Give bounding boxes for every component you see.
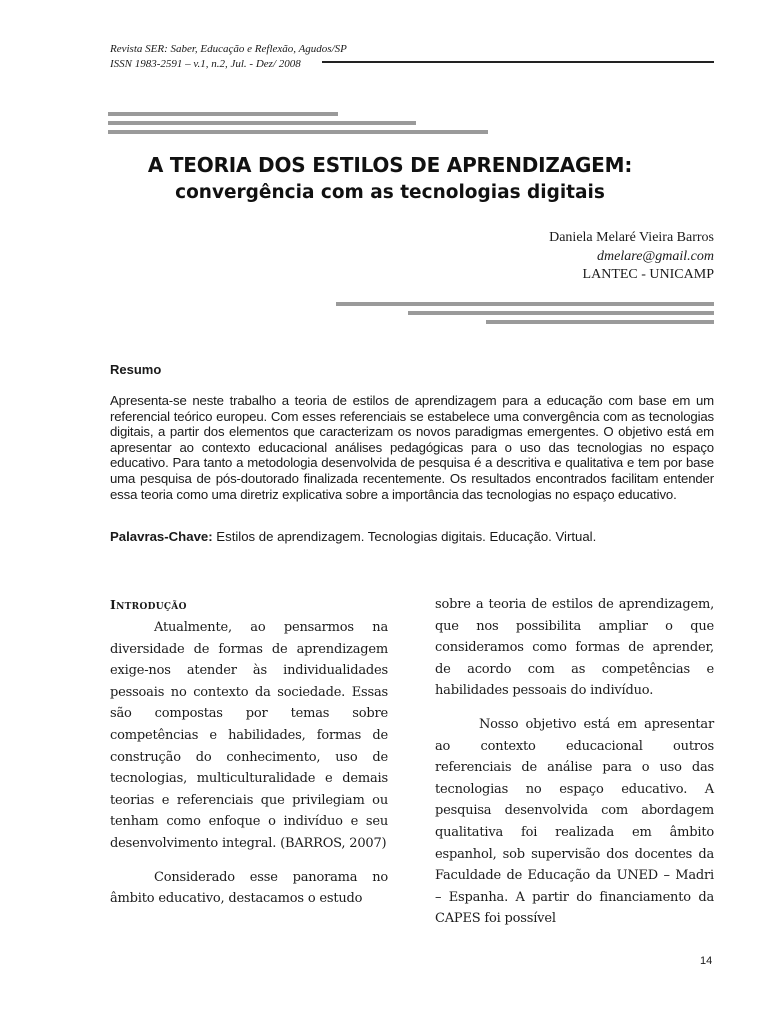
journal-issn: ISSN 1983-2591 – v.1, n.2, Jul. - Dez/ 2008 [110,58,301,70]
section-heading: Introdução [110,597,187,612]
page-number: 14 [700,955,713,967]
decorative-rule [108,112,338,116]
paragraph: Considerado esse panorama no âmbito educativo, destacamos o estudo [110,869,388,907]
decorative-rule [108,121,416,125]
decorative-rule [486,320,714,324]
paragraph: sobre a teoria de estilos de aprendizagem, que nos possibilita ampliar o que consideramos como formas de aprender, de acordo com as competências e habilidades pessoais do indivíduo. [435,597,714,699]
paragraph: Nosso objetivo está em apresentar ao contexto educacional outros referenciais de análise para o uso das tecnologias no espaço educativo. A pesquisa desenvolvida com abordagem qualitativa foi realizada em âmbito espanhol, sob supervisão dos docentes da Faculdade de Educação da UNED – Madri – Espanha. A partir do financiamento da CAPES foi possível [435,716,714,927]
keywords-text: Estilos de aprendizagem. Tecnologias digitais. Educação. Virtual. [212,529,597,544]
author-email: dmelare@gmail.com [597,249,714,264]
abstract-body: Apresenta-se neste trabalho a teoria de estilos de aprendizagem para a educação com base em um referencial teórico europeu. Com esses referenciais se estabelece uma convergência com as tecnologias digitais, a partir dos elementos que caracterizam os novos paradigmas emergentes. O objetivo está em apresentar ao contexto educacional análises pedagógicas para o uso das tecnologias no espaço educativo. Para tanto a metodologia desenvolvida de pesquisa é a descritiva e qualitativa e tem por base uma pesquisa de pós-doutorado finalizada recentemente. Os resultados encontrados facilitam entender essa teoria como uma diretriz explicativa sobre a importância das tecnologias no espaço educativo. [110,393,714,502]
abstract-heading: Resumo [110,362,162,377]
keywords-label: Palavras-Chave: [110,529,213,544]
author-institution: LANTEC - UNICAMP [582,267,714,282]
decorative-rule [108,130,488,134]
author-name: Daniela Melaré Vieira Barros [549,230,714,245]
keywords [110,529,714,544]
paragraph: Atualmente, ao pensarmos na diversidade de formas de aprendizagem exige-nos atender às individualidades pessoais no contexto da sociedade. Essas são compostas por temas sobre competências e habilidades, formas de construção do conhecimento, uso de tecnologias, multiculturalidade e demais teorias e referenciais que privilegiam ou tenham como enfoque o indivíduo e seu desenvolvimento integral. (BARROS, 2007) [110,620,388,851]
article-subtitle: convergência com as tecnologias digitais [175,182,605,203]
decorative-rule [408,311,714,315]
text-column-left [110,617,388,922]
text-column-right [435,594,714,942]
article-title: A TEORIA DOS ESTILOS DE APRENDIZAGEM: [147,153,633,177]
journal-title: Revista SER: Saber, Educação e Reflexão, Agudos/SP [110,43,347,55]
header-rule [322,61,714,63]
decorative-rule [336,302,714,306]
